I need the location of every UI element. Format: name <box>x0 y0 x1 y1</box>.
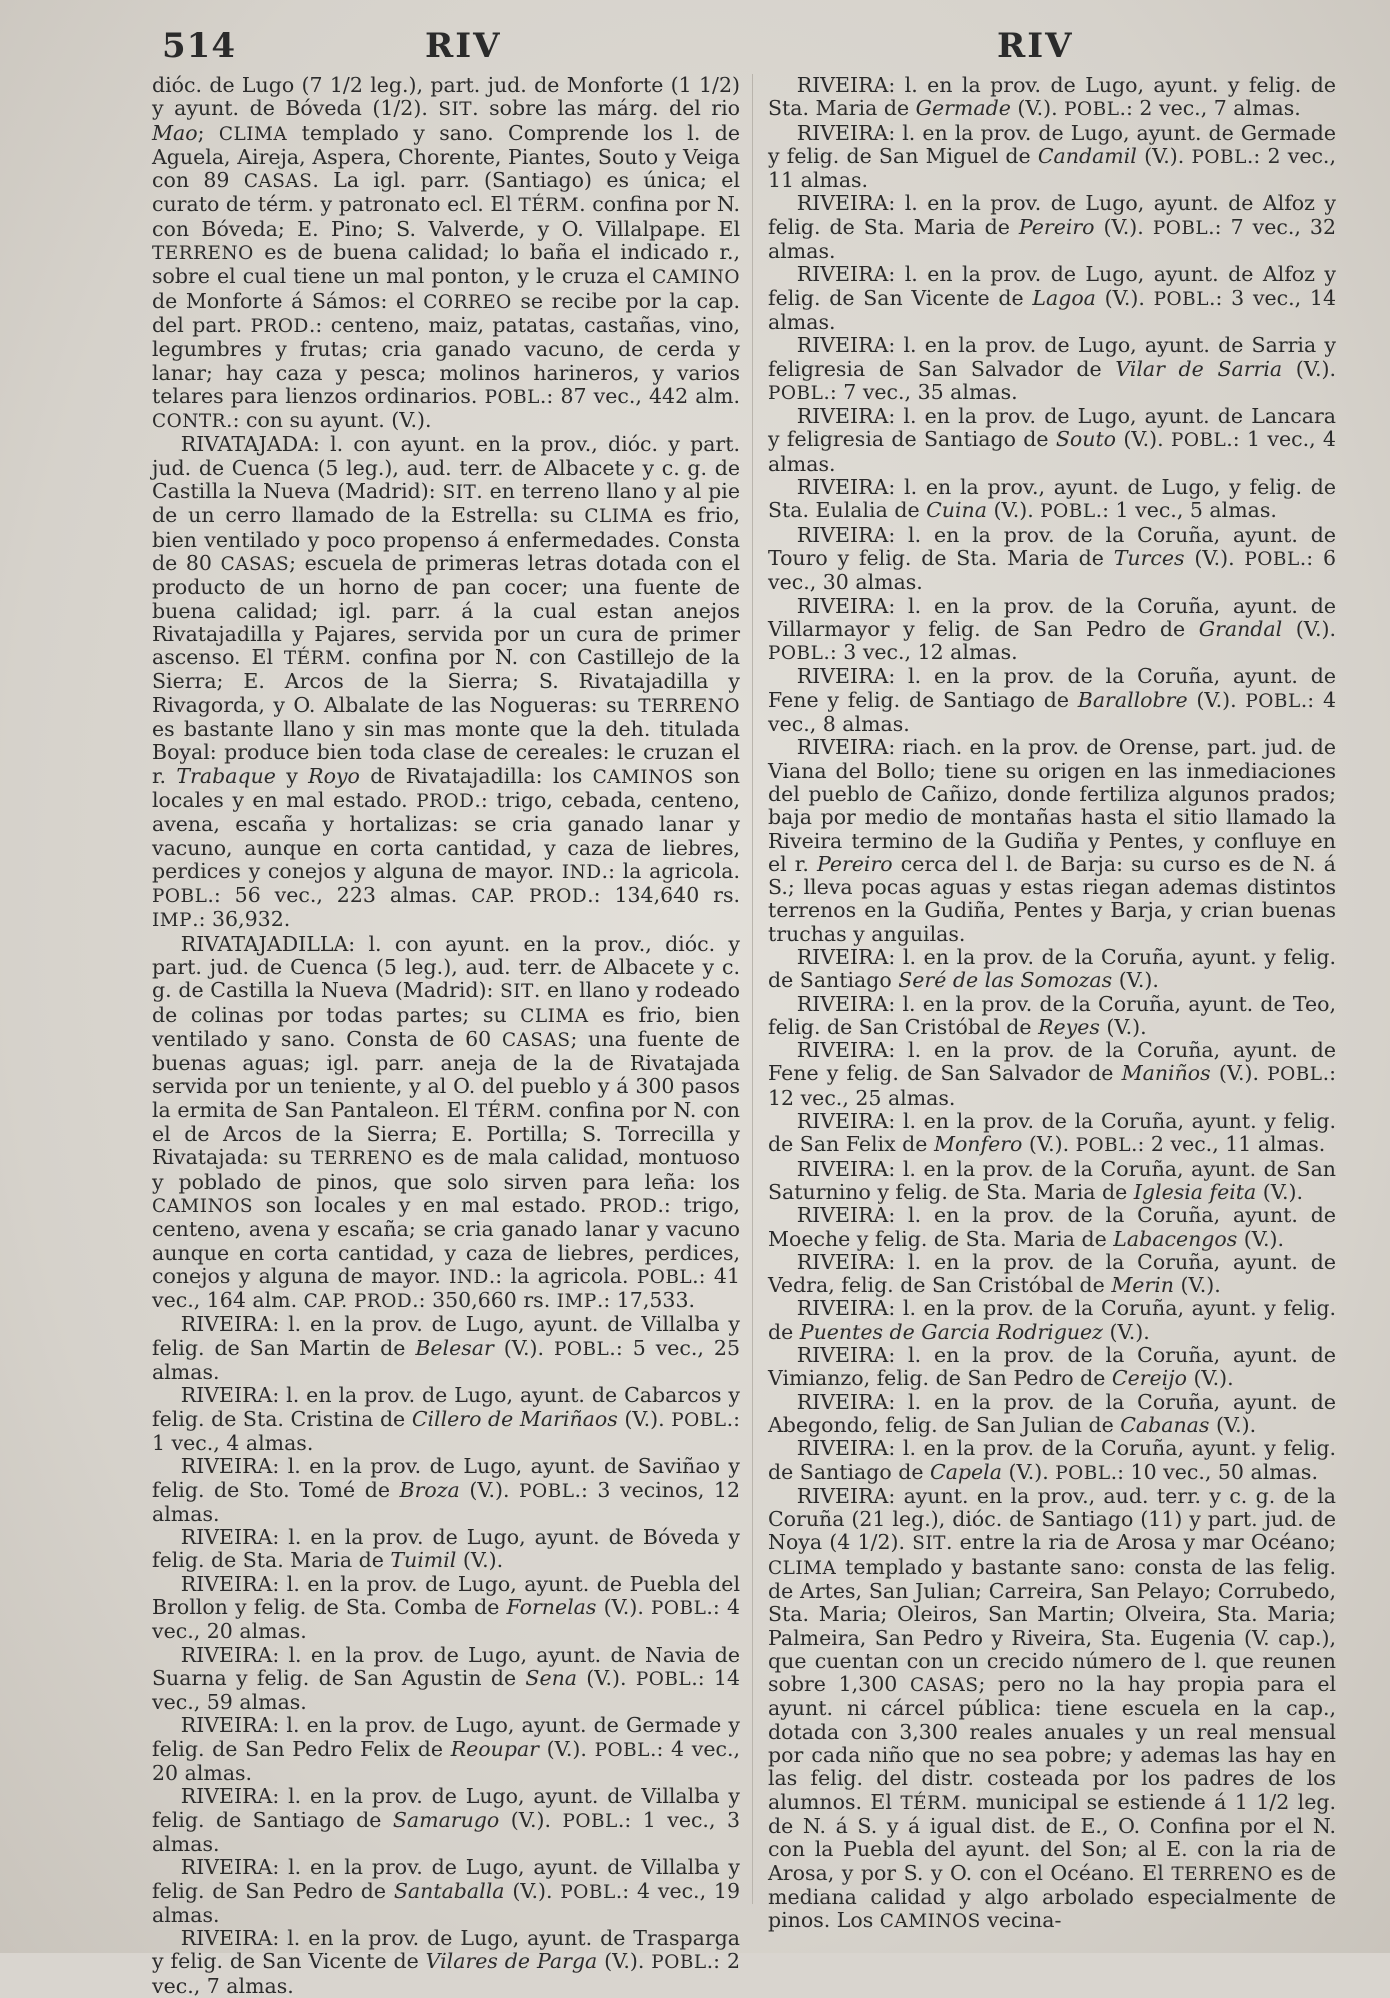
entry-text: RIVEIRA: l. en la prov. de la Coruña, ayunt. de San Saturnino y felig. de Sta. Maria de <box>768 1156 1336 1204</box>
abbreviation: POBL <box>1064 99 1120 121</box>
dictionary-entry <box>152 1644 740 1715</box>
abbreviation: POBL <box>1055 1462 1111 1484</box>
dictionary-entry <box>768 1204 1336 1251</box>
abbreviation: POBL <box>651 1952 707 1974</box>
entry-text: RIVEIRA: l. en la prov. de la Coruña, ayunt. de Villarmayor y felig. de San Pedro de <box>768 593 1336 641</box>
entry-text: (V.). <box>1010 96 1065 121</box>
entry-text: .: 14 vec., 59 almas. <box>152 1665 740 1715</box>
entry-text: RIVEIRA: l. en la prov. de Lugo, ayunt. de Navia de Suarna y felig. de San Agustin de <box>152 1642 740 1690</box>
abbreviation: PROD <box>599 1195 658 1217</box>
place-name: Candamil <box>1037 143 1137 168</box>
dictionary-entry <box>152 1384 740 1455</box>
place-name: Vilares de Parga <box>425 1949 598 1974</box>
entry-text: es frio, bien ventilado y sano. Consta de 60 <box>152 1002 740 1051</box>
page-number: 514 <box>162 26 236 66</box>
entry-text: RIVEIRA: l. en la prov. de la Coruña, ayunt. de Vimianzo, felig. de San Pedro de <box>768 1343 1336 1391</box>
entry-text: RIVEIRA: l. en la prov. de la Coruña, ayunt. de Fene y felig. de San Salvador de <box>768 1038 1336 1086</box>
entry-text: .: trigo, centeno, avena y escaña; se cria ganado lanar y vacuno aunque en corta cantidad, y caza de liebres, perdices, conejos y alguna de mayor. <box>152 1192 741 1288</box>
entry-text: .: 1 vec., 5 almas. <box>1095 498 1277 523</box>
abbreviation: POBL <box>671 1409 727 1431</box>
abbreviation: CASAS <box>909 1675 979 1697</box>
abbreviation: CAMINOS <box>592 766 694 788</box>
entry-text: .: 4 vec., 20 almas. <box>152 1595 740 1644</box>
abbreviation: IND <box>561 861 602 883</box>
entry-text: RIVEIRA: l. en la prov. de Lugo, ayunt. de Cabarcos y felig. de Sta. Cristina de <box>152 1383 740 1431</box>
entry-text: .: 56 vec., 223 almas. <box>207 883 472 908</box>
entry-text: RIVEIRA: l. en la prov. de Lugo, ayunt. de Germade y felig. de San Miguel de <box>768 120 1336 168</box>
abbreviation: POBL <box>651 1598 707 1619</box>
abbreviation: POBL <box>636 1266 693 1288</box>
place-name: Merin <box>1111 1273 1174 1298</box>
abbreviation: TÉRM <box>900 1792 961 1814</box>
entry-text: RIVEIRA: l. en la prov. de la Coruña, ayunt. y felig. de Santiago <box>768 944 1336 993</box>
place-name: Santaballa <box>393 1878 505 1903</box>
place-name: Reyes <box>1038 1014 1100 1039</box>
place-name: Belesar <box>415 1335 494 1360</box>
entry-text: vecina- <box>980 1908 1062 1933</box>
entry-text: (V.). <box>1174 1273 1221 1298</box>
entry-text: .: 3 vecinos, 12 almas. <box>152 1477 740 1526</box>
right-column <box>768 74 1336 1933</box>
abbreviation: POBL <box>768 643 824 665</box>
entry-text: cerca del l. de Barja: su curso es de N. á S.; lleva pocas aguas y estas riegan ademas distintos terrenos en la Gudiña, Pentes y Barja, y crian buenas truchas y anguilas. <box>768 851 1336 946</box>
place-name: Broza <box>399 1477 460 1502</box>
abbreviation: CLIMA <box>520 1005 589 1027</box>
dictionary-entry <box>768 1297 1336 1344</box>
entry-text: es de mala calidad, montuoso y poblado de pinos, que solo sirven para leña: los <box>152 1145 741 1194</box>
entry-text: (V.). <box>1210 1061 1268 1086</box>
entry-text: dióc. de Lugo (7 1/2 leg.), part. jud. de Monforte (1 1/2) y ayunt. de Bóveda (1/2). <box>152 73 740 121</box>
entry-text: (V.). <box>1095 285 1154 310</box>
entry-text: .: la agricola. <box>601 858 740 883</box>
place-name: Pereiro <box>1018 214 1095 239</box>
entry-text: RIVEIRA: l. en la prov. de la Coruña, ayunt. de Abegondo, felig. de San Julian de <box>768 1389 1336 1437</box>
entry-text: (V.). <box>1184 545 1245 570</box>
abbreviation: IMP <box>556 1291 597 1313</box>
dictionary-entry <box>768 1344 1336 1391</box>
place-name: Cuina <box>926 498 987 523</box>
entry-text: RIVATAJADILLA: l. con ayunt. en la prov., dióc. y part. jud. de Cuenca (5 leg.), aud. terr. de Albacete y c. g. de Castilla la Nueva (Madrid): <box>152 931 740 1003</box>
dictionary-entry <box>768 1437 1336 1485</box>
place-name: Mao <box>152 120 198 145</box>
entry-text: templado y sano. Comprende los l. de Aguela, Aireja, Aspera, Chorente, Piantes, Souto y Veiga con 89 <box>152 120 740 193</box>
entry-text: RIVEIRA: l. en la prov. de Lugo, ayunt. de Villalba y felig. de San Martin de <box>152 1312 740 1360</box>
entry-text: (V.). <box>1094 214 1153 239</box>
dictionary-entry <box>152 433 740 932</box>
dictionary-entry <box>152 74 740 433</box>
place-name: Trabaque <box>176 763 276 788</box>
abbreviation: POBL <box>1040 501 1096 523</box>
dictionary-entry <box>768 665 1336 736</box>
entry-text: . confina por N. con Bóveda; E. Pino; S. Valverde, y O. Villalpape. El <box>152 192 740 241</box>
dictionary-entry <box>152 1526 740 1573</box>
abbreviation: POBL <box>484 386 540 408</box>
entry-text: RIVEIRA: l. en la prov. de Lugo, ayunt. de Germade y felig. de San Pedro Felix de <box>152 1713 740 1761</box>
entry-text: (V.). <box>1136 143 1192 168</box>
abbreviation: POBL <box>594 1739 650 1761</box>
dictionary-entry <box>152 1927 740 1998</box>
abbreviation: POBL <box>1170 430 1227 452</box>
entry-text: . en terreno llano y al pie de un cerro llamado de la Estrella: su <box>152 479 740 528</box>
abbreviation: TERRENO <box>1171 1863 1274 1885</box>
dictionary-entry <box>152 933 740 1314</box>
entry-text: y <box>275 763 309 788</box>
dictionary-entry <box>768 1485 1336 1934</box>
place-name: Labacengos <box>1113 1226 1238 1251</box>
abbreviation: TERRENO <box>152 243 254 265</box>
entry-text: RIVEIRA: l. en la prov. de Lugo, ayunt. de Alfoz y felig. de San Vicente de <box>768 262 1336 310</box>
place-name: Cabanas <box>1120 1412 1210 1437</box>
dictionary-entry <box>768 476 1336 524</box>
entry-text: .: 2 vec., 11 almas. <box>1130 1132 1326 1157</box>
entry-text: . en llano y rodeado de colinas por todas partes; su <box>152 978 740 1027</box>
abbreviation: CAMINO <box>652 267 740 289</box>
entry-text: .: 5 vec., 25 almas. <box>152 1335 740 1385</box>
dictionary-entry <box>768 736 1336 946</box>
place-name: Cereijo <box>1111 1366 1187 1391</box>
running-head-right: RIV <box>997 26 1074 66</box>
entry-text: .: 350,660 rs. <box>412 1288 557 1313</box>
abbreviation: IND <box>449 1266 489 1288</box>
place-name: Maniños <box>1121 1061 1211 1086</box>
entry-text: .: 1 vec., 4 almas. <box>768 427 1336 476</box>
entry-text: RIVEIRA: riach. en la prov. de Orense, part. jud. de Viana del Bollo; tiene su origen en las inmediaciones del pueblo de Cañizo, donde fertiliza algunos prados; baja por medio de montañas hasta el sitio llamado la Riveira termino de la Gudiña y Pentes, y confluye en el r. <box>768 735 1336 876</box>
entry-text: .: 7 vec., 35 almas. <box>823 379 1018 404</box>
abbreviation: SIT <box>438 99 473 121</box>
entry-text: (V.). <box>499 1807 563 1832</box>
dictionary-entry <box>768 74 1336 122</box>
entry-text: . entre la ria de Arosa y mar Océano; <box>945 1530 1336 1555</box>
abbreviation: TÉRM <box>474 1100 536 1122</box>
dictionary-entry <box>768 595 1336 666</box>
entry-text: (V.). <box>1256 1179 1304 1204</box>
dictionary-entry <box>768 946 1336 993</box>
page-header <box>0 22 1390 72</box>
abbreviation: TERRENO <box>638 695 740 717</box>
entry-text: .: 12 vec., 25 almas. <box>768 1061 1336 1110</box>
abbreviation: CAMINOS <box>152 1195 253 1217</box>
entry-text: .: 36,932. <box>192 907 291 932</box>
place-name: Monfero <box>933 1132 1023 1157</box>
entry-text: . La igl. parr. (Santiago) es única; el curato de térm. y patronato ecl. El <box>152 168 740 217</box>
entry-text: (V.). <box>1209 1412 1257 1437</box>
entry-text: RIVEIRA: l. en la prov. de Lugo, ayunt. de Alfoz y felig. de Sta. Maria de <box>768 191 1336 239</box>
abbreviation: POBL <box>519 1480 575 1502</box>
abbreviation: CAP. PROD <box>471 886 588 908</box>
entry-text: (V.). <box>597 1949 652 1974</box>
entry-text: .: 2 vec., 7 almas. <box>1119 96 1301 121</box>
entry-text: RIVEIRA: l. en la prov. de Lugo, ayunt. y felig. de Sta. Maria de <box>768 73 1336 121</box>
abbreviation: POBL <box>1152 217 1209 239</box>
entry-text: . confina por N. con Castillejo de la Sierra; E. Arcos de la Sierra; S. Rivatajadilla y Rivagorda, y O. Albalate de las Nogueras: su <box>152 645 740 717</box>
entry-text: RIVATAJADA: l. con ayunt. en la prov., dióc. y part. jud. de Cuenca (5 leg.), aud. terr. de Albacete y c. g. de Castilla la Nueva (Madrid): <box>152 432 740 504</box>
place-name: Pereiro <box>816 851 893 876</box>
dictionary-entry <box>152 1714 740 1785</box>
entry-text: RIVEIRA: l. en la prov. de Lugo, ayunt. de Villalba y felig. de Santiago de <box>152 1784 740 1832</box>
entry-text: RIVEIRA: l. en la prov. de la Coruña, ayunt. y felig. de Santiago de <box>768 1436 1336 1484</box>
abbreviation: CORREO <box>423 291 512 313</box>
entry-text: .: 4 vec., 8 almas. <box>768 687 1336 737</box>
place-name: Souto <box>1055 427 1117 452</box>
entry-text: (V.). <box>1099 1014 1147 1039</box>
abbreviation: POBL <box>1267 1064 1323 1086</box>
abbreviation: CASAS <box>220 553 290 575</box>
dictionary-entry <box>152 1455 740 1526</box>
abbreviation: CONTR <box>152 411 227 433</box>
entry-text: (V.). <box>1237 1226 1285 1251</box>
left-column <box>152 74 740 1998</box>
dictionary-entry <box>768 524 1336 595</box>
place-name: Capela <box>930 1459 1002 1484</box>
entry-text: RIVEIRA: l. en la prov. de la Coruña, ayunt. y felig. de <box>768 1296 1336 1344</box>
abbreviation: PROD <box>416 790 475 812</box>
entry-text: .: 2 vec., 11 almas. <box>768 143 1336 193</box>
entry-text: (V.). <box>1001 1459 1056 1484</box>
entry-text: (V.). <box>986 498 1041 523</box>
abbreviation: POBL <box>1244 548 1300 570</box>
entry-text: .: 134,640 rs. <box>587 883 740 908</box>
abbreviation: SIT <box>912 1533 946 1555</box>
entry-text: RIVEIRA: l. en la prov., ayunt. de Lugo, y felig. de Sta. Eulalia de <box>768 475 1336 523</box>
entry-text: .: 7 vec., 32 almas. <box>768 214 1336 264</box>
abbreviation: POBL <box>768 382 824 404</box>
entry-text: .: 3 vec., 14 almas. <box>768 285 1337 334</box>
place-name: Fornelas <box>506 1595 597 1619</box>
abbreviation: POBL <box>553 1338 610 1360</box>
abbreviation: SIT <box>442 482 477 504</box>
abbreviation: POBL <box>562 1810 618 1832</box>
dictionary-entry <box>152 1573 740 1644</box>
abbreviation: CASAS <box>501 1029 571 1051</box>
abbreviation: POBL <box>1191 146 1247 168</box>
entry-text: (V.). <box>1186 1366 1234 1391</box>
entry-text: RIVEIRA: l. en la prov. de Lugo, ayunt. de Bóveda y felig. de Sta. Maria de <box>152 1525 740 1573</box>
entry-text: . municipal se estiende á 1 1/2 leg. de N. á S. y á igual dist. de E., O. Confina por el N. con la Puebla del ayunt. del Son; al E. con la ria de Arosa, y por S. y O. con el Océano. El <box>768 1789 1336 1885</box>
entry-text: (V.). <box>1282 616 1337 641</box>
running-head-left: RIV <box>425 26 502 66</box>
place-name: Cillero de Mariñaos <box>411 1406 618 1431</box>
entry-text: . confina por N. con el de Arcos de la Sierra; E. Portilla; S. Torrecilla y Rivatajada: su <box>152 1097 741 1170</box>
abbreviation: IMP <box>152 910 193 932</box>
entry-text: (V.). <box>1022 1132 1076 1157</box>
abbreviation: CAP. PROD <box>303 1291 413 1313</box>
abbreviation: TERRENO <box>311 1148 413 1170</box>
place-name: Royo <box>308 763 360 788</box>
place-name: Turces <box>1113 545 1185 570</box>
entry-text: es bastante llano y sin mas monte que la deh. titulada Boyal: produce bien toda clase de cereales: le cruzan el r. <box>152 717 740 788</box>
place-name: Lagoa <box>1032 285 1096 310</box>
entry-text: RIVEIRA: l. en la prov. de Lugo, ayunt. de Lancara y feligresia de Santiago de <box>768 404 1336 452</box>
entry-text: (V.). <box>596 1595 652 1619</box>
entry-text: .: 3 vec., 12 almas. <box>823 640 1018 665</box>
dictionary-entry <box>768 1251 1336 1298</box>
dictionary-entry <box>152 1856 740 1927</box>
abbreviation: SIT <box>500 981 534 1003</box>
place-name: Samarugo <box>392 1807 500 1832</box>
place-name: Reoupar <box>450 1736 539 1761</box>
dictionary-entry <box>768 1110 1336 1158</box>
dictionary-entry <box>768 1391 1336 1438</box>
entry-text: (V.). <box>1187 687 1246 712</box>
entry-text: ; <box>197 120 219 145</box>
abbreviation: POBL <box>1245 690 1301 712</box>
entry-text: (V.). <box>1112 968 1159 993</box>
entry-text: ; pero no la hay propia para el ayunt. ni cárcel pública: tiene escuela en la cap., dotada con 3,300 reales anuales y un real mensual por cada niño que no sea pobre; y ademas las hay en las felig. del distr. costeada por los padres de los alumnos. El <box>768 1672 1337 1814</box>
place-name: Sena <box>525 1665 578 1690</box>
entry-text: .: 4 vec., 19 almas. <box>152 1878 740 1927</box>
entry-text: RIVEIRA: ayunt. en la prov., aud. terr. y c. g. de la Coruña (21 leg.), dióc. de Santiago (11) y part. jud. de Noya (4 1/2). <box>768 1483 1336 1555</box>
entry-text: .: 87 vec., 442 alm. <box>539 383 740 408</box>
place-name: Puentes de Garcia Rodriguez <box>799 1319 1103 1344</box>
abbreviation: PROD <box>250 315 309 337</box>
dictionary-entry <box>768 1158 1336 1205</box>
entry-text: .: 4 vec., 20 almas. <box>152 1736 740 1786</box>
dictionary-entry <box>768 405 1336 476</box>
entry-text: RIVEIRA: l. en la prov. de la Coruña, ayunt. de Vedra, felig. de San Cristóbal de <box>768 1249 1336 1298</box>
entry-text: se recibe por la cap. del part. <box>152 288 741 337</box>
entry-text: .: 6 vec., 30 almas. <box>768 545 1336 595</box>
abbreviation: POBL <box>1075 1135 1131 1157</box>
abbreviation: CLIMA <box>218 123 288 145</box>
entry-text: (V.). <box>456 1548 504 1573</box>
entry-text: RIVEIRA: l. en la prov. de la Coruña, ayunt. y felig. de San Felix de <box>768 1109 1336 1157</box>
entry-text: .: la agricola. <box>488 1263 637 1288</box>
entry-text: son locales y en mal estado. <box>152 763 740 812</box>
entry-text: (V.). <box>1282 356 1336 381</box>
entry-text: templado y bastante sano: consta de las felig. de Artes, San Julian; Carreira, San Pelayo; Corrubedo, Sta. Maria; Oleiros, San Martin; Olveira, Sta. Maria; Palmeira, San Pedro y Riveira, Sta. Eugenia (V. cap.), que cuentan con un crecido número de l. que reunen sobre 1,300 <box>768 1554 1336 1697</box>
entry-text: RIVEIRA: l. en la prov. de la Coruña, ayunt. de Moeche y felig. de Sta. Maria de <box>768 1203 1336 1251</box>
place-name: Tuimil <box>390 1548 457 1573</box>
entry-text: .: centeno, maiz, patatas, castañas, vino, legumbres y frutas; cria ganado vacuno, de cerda y lanar; hay caza y pesca; molinos harineros, y varios telares para lienzos ordinarios. <box>152 312 740 408</box>
entry-text: RIVEIRA: l. en la prov. de Lugo, ayunt. de Sarria y feligresia de San Salvador de <box>768 333 1336 381</box>
entry-text: RIVEIRA: l. en la prov. de Lugo, ayunt. de Saviñao y felig. de Sto. Tomé de <box>152 1454 740 1502</box>
abbreviation: POBL <box>1153 288 1209 310</box>
entry-text: de Rivatajadilla: los <box>359 763 593 788</box>
entry-text: RIVEIRA: l. en la prov. de la Coruña, ayunt. de Teo, felig. de San Cristóbal de <box>768 991 1336 1039</box>
entry-text: (V.). <box>493 1335 554 1360</box>
dictionary-entry <box>768 192 1336 263</box>
abbreviation: CLIMA <box>768 1557 837 1579</box>
entry-text: .: 1 vec., 3 almas. <box>152 1807 740 1856</box>
place-name: Seré de las Somozas <box>898 968 1113 993</box>
place-name: Grandal <box>1198 616 1283 641</box>
entry-text: (V.). <box>459 1477 520 1502</box>
abbreviation: POBL <box>152 886 208 908</box>
place-name: Vilar de Sarria <box>1115 356 1283 381</box>
dictionary-entry <box>768 122 1336 193</box>
entry-text: (V.). <box>577 1665 636 1690</box>
entry-text: ; escuela de primeras letras dotada con el producto de un horno de pan cocer; una fuente de buena calidad; igl. parr. á la cual estan anejos Rivatajadilla y Pajares, servida por un cura de primer ascenso. El <box>152 550 740 670</box>
entry-text: (V.). <box>617 1406 672 1431</box>
dictionary-entry <box>768 993 1336 1040</box>
entry-text: son locales y en mal estado. <box>252 1192 600 1217</box>
entry-text: RIVEIRA: l. en la prov. de Lugo, ayunt. de Villalba y felig. de San Pedro de <box>152 1855 740 1903</box>
entry-text: (V.). <box>1116 427 1171 452</box>
entry-text: .: 41 vec., 164 alm. <box>152 1263 740 1313</box>
abbreviation: TÉRM <box>283 648 345 670</box>
place-name: Barallobre <box>1077 687 1188 712</box>
entry-text: .: 1 vec., 4 almas. <box>152 1406 740 1455</box>
entry-text: . sobre las márg. del rio <box>472 96 740 121</box>
entry-text: .: con su ayunt. (V.). <box>226 408 432 433</box>
entry-text: es de mediana calidad y algo arbolado especialmente de pinos. Los <box>768 1860 1336 1933</box>
entry-text: RIVEIRA: l. en la prov. de la Coruña, ayunt. de Fene y felig. de Santiago de <box>768 664 1336 712</box>
dictionary-entry <box>152 1313 740 1384</box>
column-divider <box>752 74 753 1904</box>
entry-text: .: 17,533. <box>596 1288 695 1313</box>
abbreviation: CASAS <box>243 171 313 193</box>
entry-text: RIVEIRA: l. en la prov. de Lugo, ayunt. de Puebla del Brollon y felig. de Sta. Comba de <box>152 1571 740 1619</box>
entry-text: .: trigo, cebada, centeno, avena, escaña y hortalizas: se cria ganado lanar y vacuno, aunque en corta cantidad, y caza de liebres, perdices y conejos y alguna de mayor. <box>152 787 740 883</box>
abbreviation: TÉRM <box>518 195 580 217</box>
dictionary-entry <box>768 334 1336 405</box>
abbreviation: POBL <box>560 1881 616 1903</box>
entry-text: .: 10 vec., 50 almas. <box>1110 1459 1318 1484</box>
place-name: Germade <box>915 96 1011 121</box>
dictionary-entry <box>768 263 1336 334</box>
entry-text: ; una fuente de buenas aguas; igl. parr. aneja de la de Rivatajada servida por un teniente, y al O. del pueblo y á 300 pasos la ermita de San Pantaleon. El <box>152 1026 740 1122</box>
dictionary-entry <box>768 1039 1336 1110</box>
place-name: Iglesia feita <box>1133 1179 1257 1204</box>
abbreviation: POBL <box>635 1668 692 1690</box>
entry-text: RIVEIRA: l. en la prov. de la Coruña, ayunt. de Touro y felig. de Sta. Maria de <box>768 522 1336 570</box>
entry-text: es frio, bien ventilado y poco propenso á enfermedades. Consta de 80 <box>152 503 740 575</box>
entry-text: de Monforte á Sámos: el <box>152 288 424 313</box>
abbreviation: CLIMA <box>584 506 653 528</box>
entry-text: (V.). <box>504 1878 561 1903</box>
entry-text: es de buena calidad; lo baña el indicado r., sobre el cual tiene un mal ponton, y le cruza el <box>152 240 740 289</box>
dictionary-entry <box>152 1785 740 1856</box>
entry-text: (V.). <box>538 1736 595 1761</box>
entry-text: (V.). <box>1102 1319 1150 1344</box>
entry-text: RIVEIRA: l. en la prov. de Lugo, ayunt. de Trasparga y felig. de San Vicente de <box>152 1926 740 1974</box>
abbreviation: CAMINOS <box>879 1911 981 1933</box>
entry-text: .: 2 vec., 7 almas. <box>152 1949 740 1998</box>
